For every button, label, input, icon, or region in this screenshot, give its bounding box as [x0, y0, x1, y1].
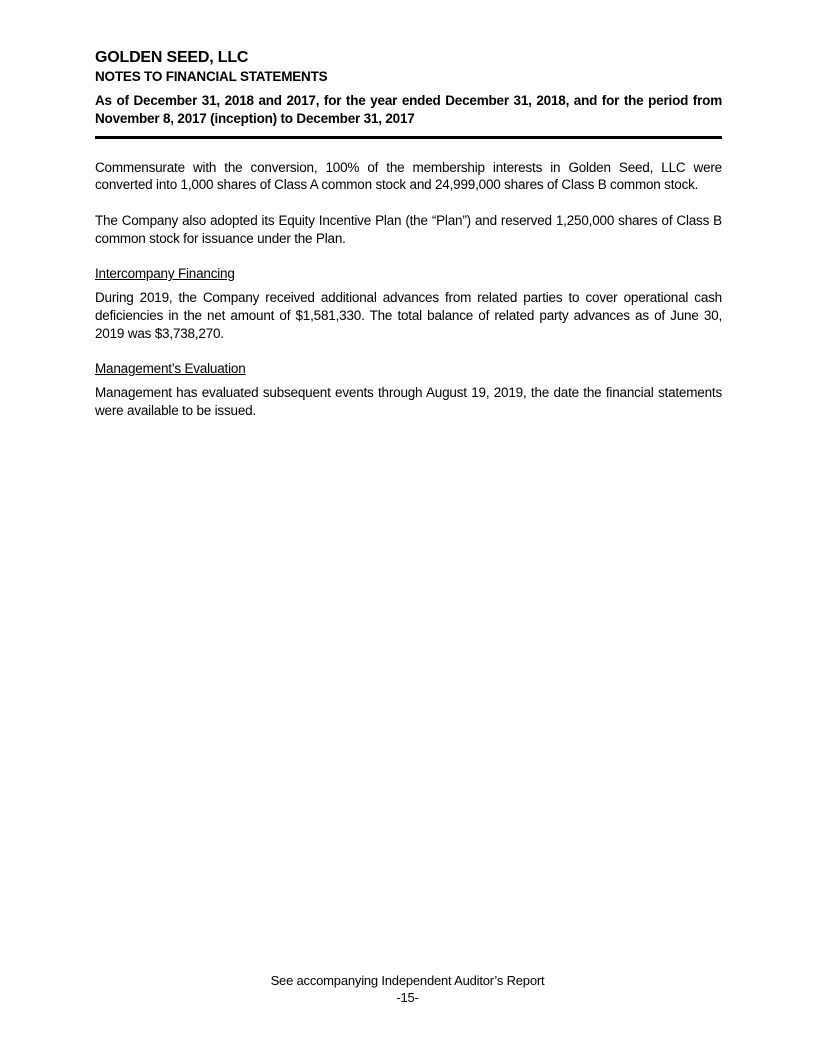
- section-heading-managements-evaluation: Management’s Evaluation: [95, 361, 246, 377]
- page-number: -15-: [396, 990, 419, 1006]
- document-title: NOTES TO FINANCIAL STATEMENTS: [95, 69, 328, 85]
- document-subtitle: As of December 31, 2018 and 2017, for the year ended December 31, 2018, and for the period from November 8, 2017 (inception) to December 31, 2017: [95, 93, 722, 127]
- paragraph-conversion: Commensurate with the conversion, 100% of the membership interests in Golden Seed, LLC were converted into 1,000 shares of Class A common stock and 24,999,000 shares of Class B common stock.: [95, 159, 722, 193]
- company-name: GOLDEN SEED, LLC: [95, 49, 249, 66]
- paragraph-managements-evaluation: Management has evaluated subsequent events through August 19, 2019, the date the financial statements were available to be issued.: [95, 385, 722, 419]
- section-heading-intercompany-financing: Intercompany Financing: [95, 266, 235, 282]
- paragraph-intercompany-financing: During 2019, the Company received additional advances from related parties to cover operational cash deficiencies in the net amount of $1,581,330. The total balance of related party advances as of June 30, 2019 was $3,738,270.: [95, 290, 722, 342]
- document-header: [95, 48, 722, 139]
- document-body: [95, 159, 722, 421]
- document-footer: [0, 973, 815, 1007]
- accompanying-report-note: See accompanying Independent Auditor’s Report: [270, 973, 545, 989]
- document-content: [95, 48, 722, 420]
- header-divider: [95, 136, 722, 139]
- paragraph-equity-incentive-plan: The Company also adopted its Equity Incentive Plan (the “Plan”) and reserved 1,250,000 shares of Class B common stock for issuance under the Plan.: [95, 213, 722, 247]
